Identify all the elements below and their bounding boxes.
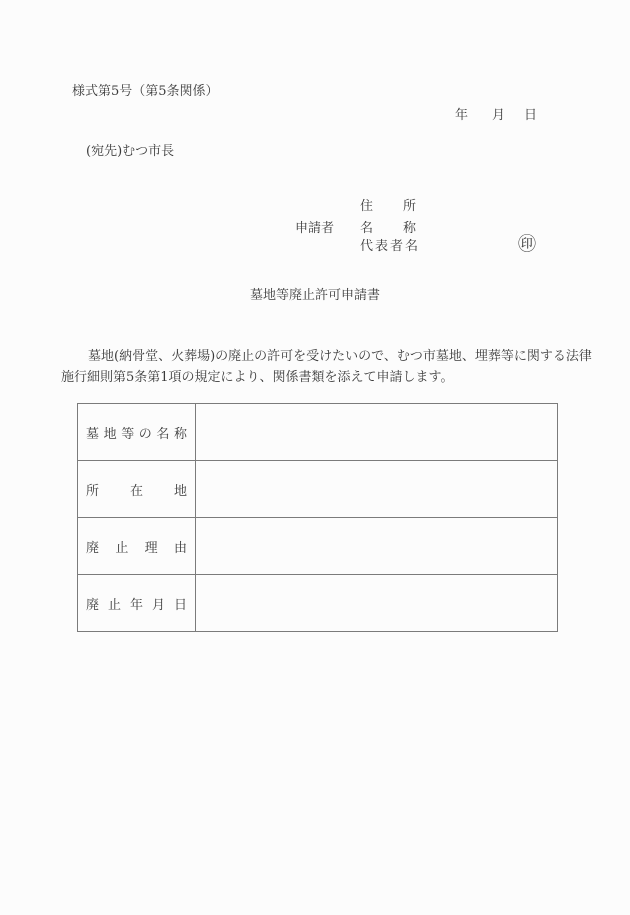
date-day-label: 日 (524, 108, 538, 123)
statement-line-1: 墓地(納骨堂、火葬場)の廃止の許可を受けたいので、むつ市墓地、埋葬等に関する法律 (88, 349, 592, 364)
form-number: 様式第5号（第5条関係） (72, 84, 219, 99)
applicant-address-label: 住所 (360, 199, 416, 214)
field-location[interactable] (196, 461, 558, 518)
label-abolition-date: 廃止年月日 (78, 575, 196, 632)
date-year-label: 年 (455, 108, 469, 123)
applicant-name-label: 名称 (360, 221, 416, 236)
page-title: 墓地等廃止許可申請書 (249, 288, 380, 303)
label-cemetery-name: 墓地等の名称 (78, 404, 196, 461)
table-row (78, 461, 558, 518)
table-row (78, 575, 558, 632)
seal-mark-icon: ㊞ (518, 234, 536, 255)
application-form-table (77, 403, 558, 632)
table-row (78, 404, 558, 461)
date-line (455, 104, 537, 123)
field-cemetery-name[interactable] (196, 404, 558, 461)
application-statement (61, 346, 592, 388)
statement-line-2: 施行細則第5条第1項の規定により、関係書類を添えて申請します。 (61, 370, 454, 385)
field-abolition-date[interactable] (196, 575, 558, 632)
recipient-line: (宛先)むつ市長 (86, 144, 175, 159)
applicant-representative-label: 代表者名 (360, 239, 418, 254)
applicant-label: 申請者 (295, 221, 335, 236)
label-location: 所在地 (78, 461, 196, 518)
date-month-label: 月 (492, 108, 506, 123)
field-abolition-reason[interactable] (196, 518, 558, 575)
label-abolition-reason: 廃止理由 (78, 518, 196, 575)
table-row (78, 518, 558, 575)
